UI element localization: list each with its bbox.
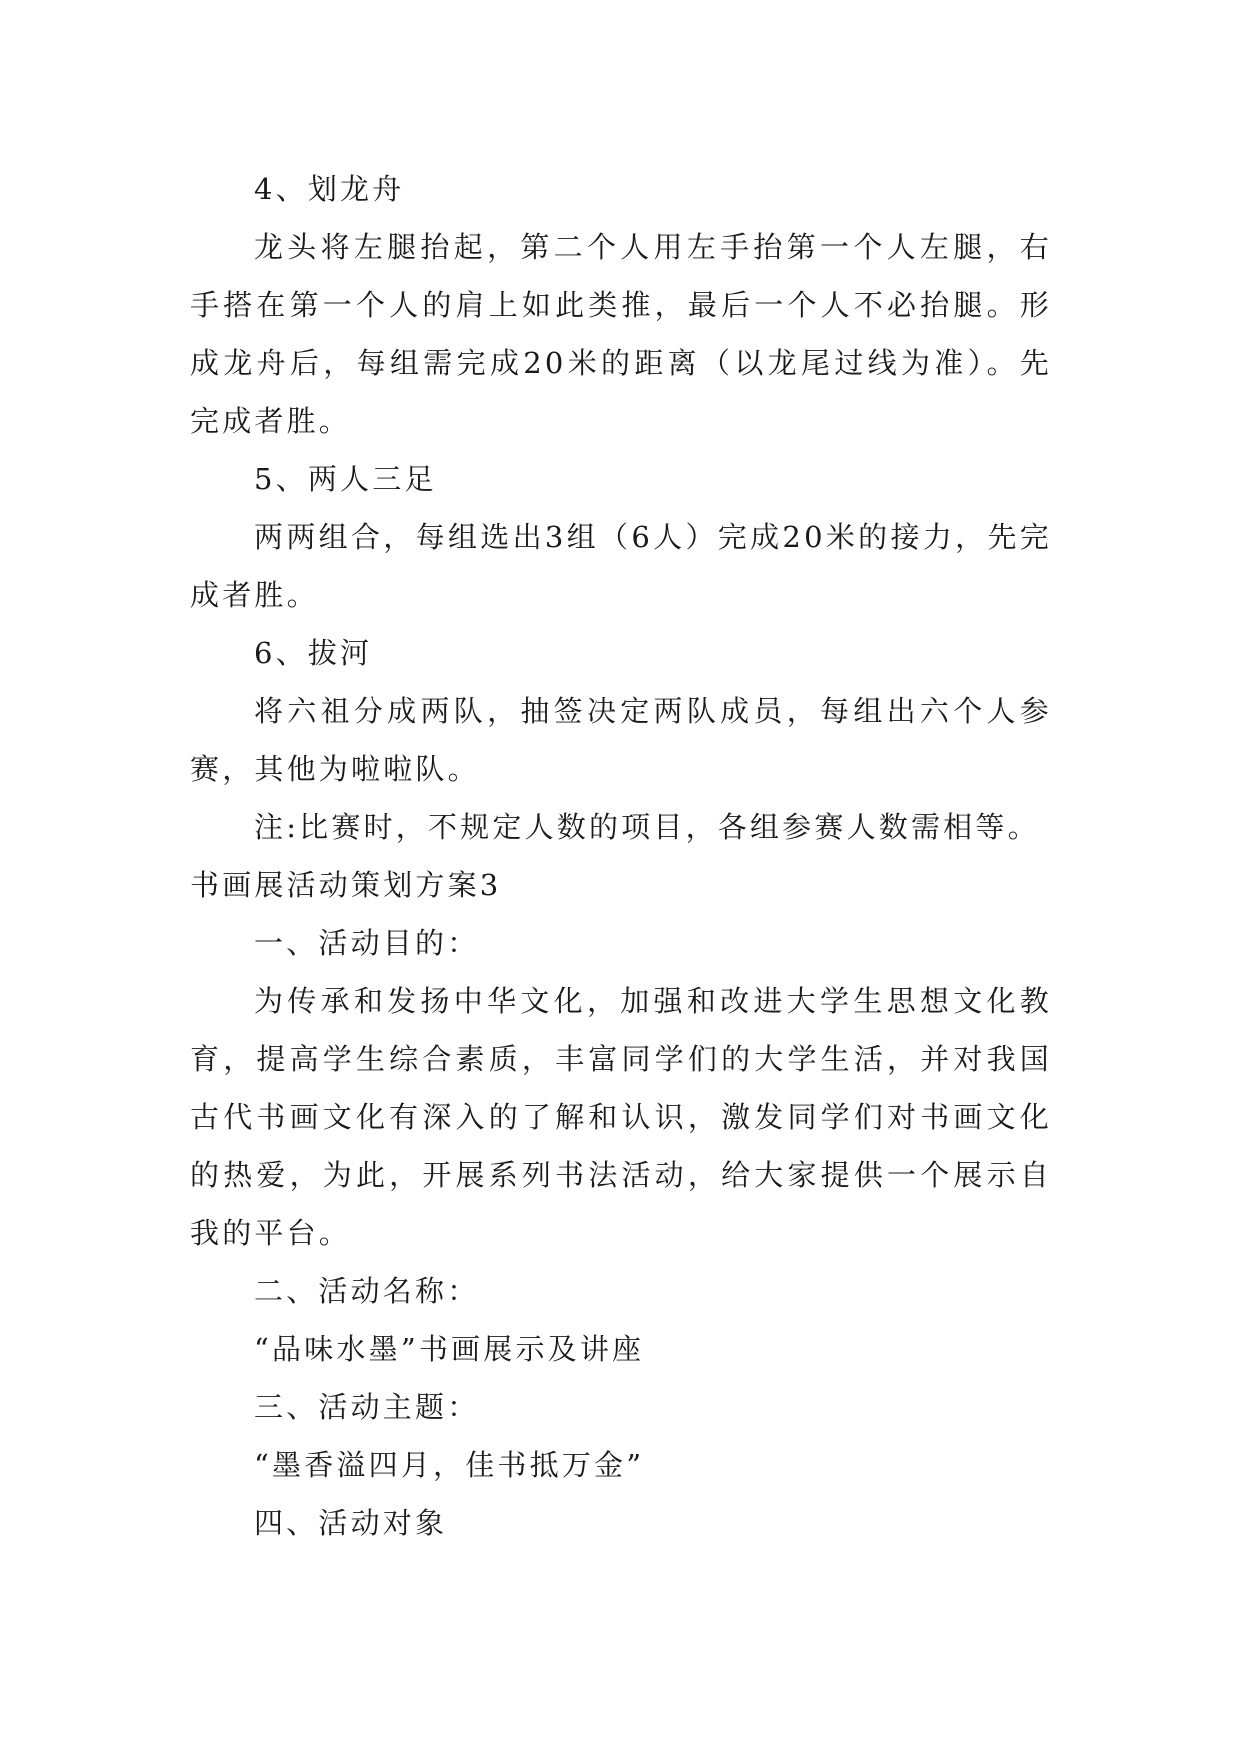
- dragon-boat-rules-paragraph: 龙头将左腿抬起，第二个人用左手抬第一个人左腿，右手搭在第一个人的肩上如此类推，最后一个人不必抬腿。形成龙舟后，每组需完成20米的距离（以龙尾过线为准）。先完成者胜。: [190, 230, 1052, 438]
- activity-name-paragraph: “品味水墨”书画展示及讲座: [254, 1332, 645, 1366]
- document-body: [190, 160, 1052, 1552]
- activity-theme-paragraph: “墨香溢四月，佳书抵万金”: [254, 1448, 645, 1482]
- section-heading-three-legged: 5、两人三足: [254, 462, 437, 496]
- tug-of-war-rules-paragraph: 将六祖分成两队，抽签决定两队成员，每组出六个人参赛，其他为啦啦队。: [190, 694, 1052, 786]
- section-heading-theme: 三、活动主题：: [254, 1390, 480, 1424]
- section-heading-name: 二、活动名称：: [254, 1274, 480, 1308]
- purpose-paragraph: 为传承和发扬中华文化，加强和改进大学生思想文化教育，提高学生综合素质，丰富同学们的大学生活，并对我国古代书画文化有深入的了解和认识，激发同学们对书画文化的热爱，为此，开展系列书法活动，给大家提供一个展示自我的平台。: [190, 984, 1052, 1250]
- section-heading-dragon-boat: 4、划龙舟: [254, 172, 405, 206]
- section-heading-purpose: 一、活动目的：: [254, 926, 480, 960]
- three-legged-rules-paragraph: 两两组合，每组选出3组（6人）完成20米的接力，先完成者胜。: [190, 520, 1052, 612]
- plan-title: 书画展活动策划方案3: [190, 868, 502, 902]
- section-heading-tug-of-war: 6、拔河: [254, 636, 373, 670]
- note-paragraph: 注:比赛时，不规定人数的项目，各组参赛人数需相等。: [254, 810, 1040, 844]
- section-heading-audience: 四、活动对象: [254, 1506, 448, 1540]
